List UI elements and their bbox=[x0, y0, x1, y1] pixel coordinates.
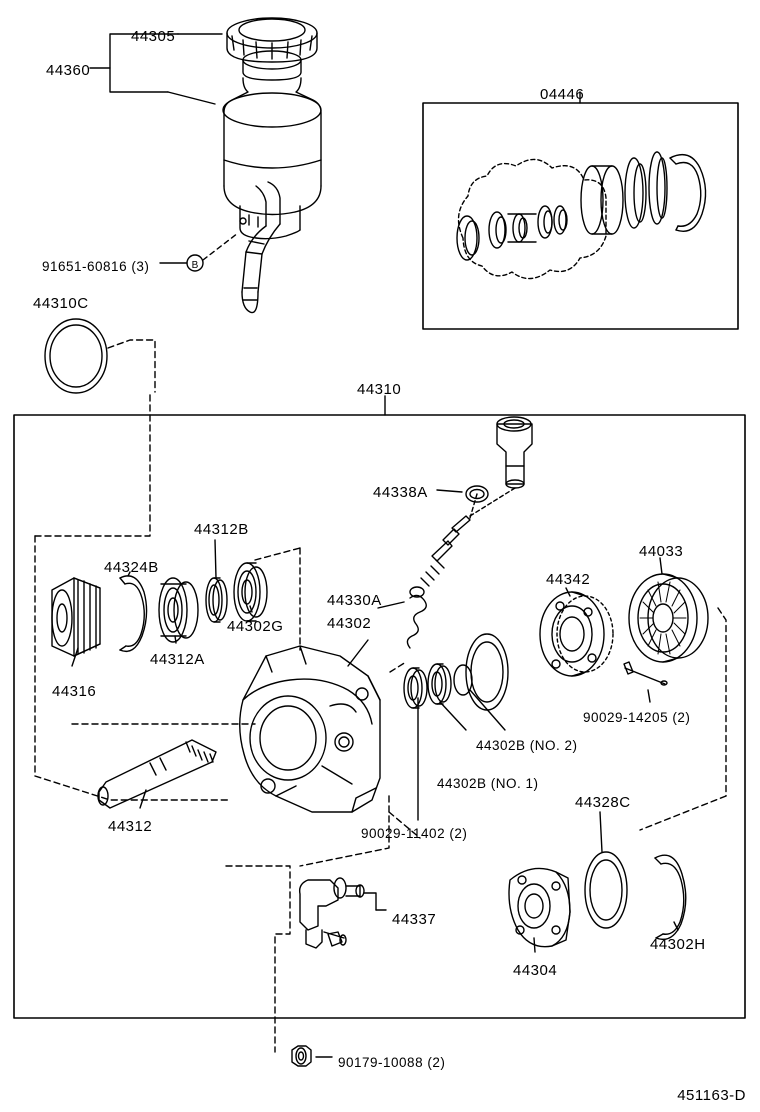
svg-text:B: B bbox=[191, 260, 199, 271]
rear-cover-44304 bbox=[509, 868, 570, 946]
label-44305: 44305 bbox=[131, 28, 176, 45]
rotor-44033 bbox=[629, 574, 708, 662]
union-bolt-44310-top bbox=[497, 417, 532, 488]
leader-44302B-no1 bbox=[440, 702, 466, 730]
label-44304: 44304 bbox=[513, 962, 558, 979]
leader-90029-14205 bbox=[648, 690, 650, 702]
leader-44304 bbox=[534, 938, 535, 952]
spring-44330A bbox=[378, 595, 426, 648]
label-44342: 44342 bbox=[546, 571, 591, 588]
label-44328C: 44328C bbox=[575, 794, 631, 811]
label-44312B: 44312B bbox=[194, 521, 249, 538]
screws-90029-14205 bbox=[624, 662, 667, 685]
label-44302B-no1: 44302B (NO. 1) bbox=[437, 776, 539, 791]
oring-44310C bbox=[45, 319, 107, 393]
cam-ring-44342 bbox=[540, 592, 613, 676]
label-44312A: 44312A bbox=[150, 651, 205, 668]
label-04446: 04446 bbox=[540, 86, 585, 103]
leader-91651 bbox=[160, 233, 238, 271]
pulley-44316 bbox=[52, 578, 100, 656]
label-44302B-no2: 44302B (NO. 2) bbox=[476, 738, 578, 753]
leader-44338A bbox=[437, 490, 462, 492]
label-44316: 44316 bbox=[52, 683, 97, 700]
label-44302: 44302 bbox=[327, 615, 372, 632]
oilseal-44302G bbox=[234, 563, 267, 621]
label-44337: 44337 bbox=[392, 911, 437, 928]
label-91651-60816: 91651-60816 (3) bbox=[42, 259, 150, 274]
seal-kit-box-04446 bbox=[423, 92, 738, 329]
label-90179-10088: 90179-10088 (2) bbox=[338, 1055, 446, 1070]
washer-44312B bbox=[206, 578, 227, 622]
diagram-footer-code: 451163-D bbox=[677, 1087, 746, 1104]
label-44302H: 44302H bbox=[650, 936, 706, 953]
oring-large-44302B bbox=[466, 634, 508, 710]
label-44033: 44033 bbox=[639, 543, 684, 560]
label-44360: 44360 bbox=[46, 62, 91, 79]
leader-44312B bbox=[215, 540, 216, 578]
seal-kit-rings-04446 bbox=[457, 152, 706, 260]
leader-44033 bbox=[660, 558, 662, 574]
washer-44302B-no1 bbox=[404, 668, 427, 708]
bearing-44312A bbox=[159, 578, 198, 642]
control-valve-spool bbox=[410, 488, 515, 597]
label-90029-11402: 90029-11402 (2) bbox=[361, 826, 468, 841]
leader-44312A bbox=[175, 636, 176, 643]
leader-44302 bbox=[348, 640, 368, 666]
pump-housing-44302 bbox=[240, 646, 380, 812]
label-44302G: 44302G bbox=[227, 618, 284, 635]
oring-44328C bbox=[585, 852, 627, 928]
label-90029-14205: 90029-14205 (2) bbox=[583, 710, 691, 725]
label-44338A: 44338A bbox=[373, 484, 428, 501]
label-44310: 44310 bbox=[357, 381, 402, 398]
union-44337 bbox=[300, 878, 386, 948]
driveshaft-44312 bbox=[98, 740, 216, 808]
label-44330A: 44330A bbox=[327, 592, 382, 609]
leader-44316 bbox=[72, 648, 78, 666]
label-44324B: 44324B bbox=[104, 559, 159, 576]
nut-90179-10088 bbox=[292, 1046, 332, 1066]
reservoir-cap-44305 bbox=[227, 18, 317, 80]
snapring-44302H bbox=[655, 855, 686, 939]
leader-44328C bbox=[600, 812, 602, 852]
label-44310C: 44310C bbox=[33, 295, 89, 312]
reservoir-tank-44360 bbox=[223, 78, 321, 313]
washer-44302B-no2 bbox=[428, 664, 451, 704]
leader-44310C bbox=[108, 340, 155, 392]
label-44312: 44312 bbox=[108, 818, 153, 835]
snapring-44324B bbox=[120, 576, 147, 652]
